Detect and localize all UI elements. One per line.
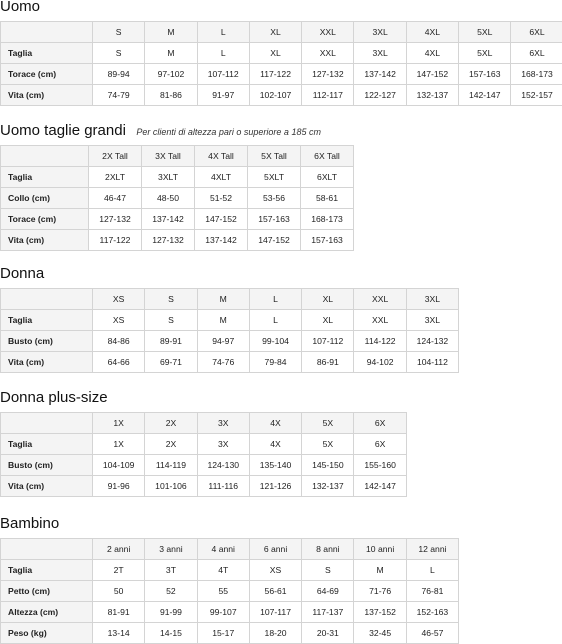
column-header: 5XL — [459, 22, 511, 43]
table-cell: M — [145, 43, 197, 64]
row-label: Vita (cm) — [1, 230, 89, 251]
column-header: 3X — [197, 413, 249, 434]
table-cell: 89-91 — [145, 331, 197, 352]
table-cell: S — [93, 43, 145, 64]
header-row — [1, 539, 459, 560]
table-cell: 4XLT — [195, 167, 248, 188]
table-cell: 112-117 — [302, 85, 354, 106]
table-cell: 91-99 — [145, 602, 197, 623]
table-cell: 4X — [249, 434, 301, 455]
row-label: Altezza (cm) — [1, 602, 93, 623]
table-cell: 107-112 — [302, 331, 354, 352]
table-cell: 97-102 — [145, 64, 197, 85]
row-label: Collo (cm) — [1, 188, 89, 209]
row-label: Vita (cm) — [1, 85, 93, 106]
header-corner-cell — [1, 289, 93, 310]
table-cell: 76-81 — [406, 581, 458, 602]
size-table — [0, 288, 459, 373]
table-cell: 91-97 — [197, 85, 249, 106]
table-cell: 104-112 — [406, 352, 458, 373]
size-table — [0, 412, 407, 497]
column-header: 12 anni — [406, 539, 458, 560]
table-row — [1, 64, 562, 85]
table-cell: 86-91 — [302, 352, 354, 373]
table-row — [1, 581, 459, 602]
table-cell: 53-56 — [248, 188, 301, 209]
table-cell: L — [406, 560, 458, 581]
column-header: 6XL — [511, 22, 562, 43]
table-cell: 168-173 — [511, 64, 562, 85]
section-title: Uomo taglie grandi — [0, 120, 126, 142]
table-cell: 114-119 — [145, 455, 197, 476]
column-header: 8 anni — [302, 539, 354, 560]
table-cell: 124-132 — [406, 331, 458, 352]
table-cell: 18-20 — [249, 623, 301, 644]
table-cell: 4T — [197, 560, 249, 581]
column-header: XXL — [302, 22, 354, 43]
table-cell: 69-71 — [145, 352, 197, 373]
header-corner-cell — [1, 413, 93, 434]
table-cell: 132-137 — [406, 85, 458, 106]
table-cell: 1X — [93, 434, 145, 455]
table-cell: 2X — [145, 434, 197, 455]
table-cell: 121-126 — [249, 476, 301, 497]
column-header: 6 anni — [249, 539, 301, 560]
table-cell: 168-173 — [301, 209, 354, 230]
section-donna-plus-size — [0, 387, 407, 497]
table-cell: 127-132 — [142, 230, 195, 251]
table-row — [1, 476, 407, 497]
table-row — [1, 560, 459, 581]
table-row — [1, 167, 354, 188]
header-row — [1, 289, 459, 310]
table-cell: 50 — [93, 581, 145, 602]
table-cell: XXL — [354, 310, 406, 331]
size-table — [0, 538, 459, 644]
column-header: XL — [302, 289, 354, 310]
column-header: L — [197, 22, 249, 43]
header-corner-cell — [1, 22, 93, 43]
column-header: 5X Tall — [248, 146, 301, 167]
table-cell: 132-137 — [302, 476, 354, 497]
size-table — [0, 145, 354, 251]
column-header: 3XL — [354, 22, 406, 43]
section-donna — [0, 263, 459, 373]
table-cell: 137-142 — [354, 64, 406, 85]
table-cell: 157-163 — [301, 230, 354, 251]
table-cell: M — [354, 560, 406, 581]
column-header: 5X — [302, 413, 354, 434]
table-cell: 32-45 — [354, 623, 406, 644]
table-cell: 152-163 — [406, 602, 458, 623]
row-label: Torace (cm) — [1, 209, 89, 230]
table-cell: 52 — [145, 581, 197, 602]
table-cell: 5XLT — [248, 167, 301, 188]
column-header: 2 anni — [93, 539, 145, 560]
table-cell: XXL — [302, 43, 354, 64]
column-header: 4X — [249, 413, 301, 434]
table-cell: 51-52 — [195, 188, 248, 209]
table-row — [1, 455, 407, 476]
table-cell: 3T — [145, 560, 197, 581]
table-cell: 145-150 — [302, 455, 354, 476]
column-header: S — [145, 289, 197, 310]
row-label: Taglia — [1, 560, 93, 581]
row-label: Peso (kg) — [1, 623, 93, 644]
table-cell: 94-102 — [354, 352, 406, 373]
table-row — [1, 602, 459, 623]
table-cell: 46-57 — [406, 623, 458, 644]
column-header: XL — [249, 22, 301, 43]
row-label: Busto (cm) — [1, 331, 93, 352]
table-cell: S — [145, 310, 197, 331]
table-cell: 2T — [93, 560, 145, 581]
column-header: 6X Tall — [301, 146, 354, 167]
table-cell: 64-66 — [93, 352, 145, 373]
table-cell: 142-147 — [459, 85, 511, 106]
row-label: Busto (cm) — [1, 455, 93, 476]
table-cell: 147-152 — [195, 209, 248, 230]
table-cell: XS — [249, 560, 301, 581]
table-row — [1, 310, 459, 331]
section-note: Per clienti di altezza pari o superiore a 185 cm — [136, 121, 321, 143]
table-cell: 79-84 — [249, 352, 301, 373]
table-cell: 99-104 — [249, 331, 301, 352]
table-cell: L — [249, 310, 301, 331]
column-header: 1X — [93, 413, 145, 434]
table-cell: 152-157 — [511, 85, 562, 106]
table-cell: 94-97 — [197, 331, 249, 352]
column-header: 4XL — [406, 22, 458, 43]
column-header: 2X — [145, 413, 197, 434]
table-cell: 142-147 — [354, 476, 406, 497]
table-cell: 127-132 — [302, 64, 354, 85]
table-cell: 104-109 — [93, 455, 145, 476]
table-cell: 5X — [302, 434, 354, 455]
column-header: XXL — [354, 289, 406, 310]
table-row — [1, 209, 354, 230]
table-cell: 89-94 — [93, 64, 145, 85]
table-cell: 15-17 — [197, 623, 249, 644]
header-row — [1, 22, 562, 43]
column-header: 6X — [354, 413, 406, 434]
column-header: M — [145, 22, 197, 43]
table-cell: 55 — [197, 581, 249, 602]
section-title: Donna plus-size — [0, 387, 108, 409]
table-cell: L — [197, 43, 249, 64]
column-header: 3 anni — [145, 539, 197, 560]
table-cell: 117-122 — [89, 230, 142, 251]
table-cell: 3XL — [406, 310, 458, 331]
table-cell: 4XL — [406, 43, 458, 64]
table-cell: 107-117 — [249, 602, 301, 623]
table-cell: 137-142 — [142, 209, 195, 230]
table-cell: 111-116 — [197, 476, 249, 497]
table-cell: 91-96 — [93, 476, 145, 497]
table-cell: 56-61 — [249, 581, 301, 602]
table-cell: 84-86 — [93, 331, 145, 352]
header-row — [1, 413, 407, 434]
column-header: 10 anni — [354, 539, 406, 560]
table-cell: 71-76 — [354, 581, 406, 602]
table-cell: 117-137 — [302, 602, 354, 623]
table-cell: 147-152 — [406, 64, 458, 85]
section-uomo-taglie-grandi — [0, 120, 354, 251]
section-title: Bambino — [0, 513, 59, 535]
table-row — [1, 352, 459, 373]
table-cell: 101-106 — [145, 476, 197, 497]
header-corner-cell — [1, 539, 93, 560]
table-cell: 46-47 — [89, 188, 142, 209]
table-cell: 135-140 — [249, 455, 301, 476]
table-cell: XS — [93, 310, 145, 331]
column-header: S — [93, 22, 145, 43]
table-row — [1, 43, 562, 64]
table-cell: 3XLT — [142, 167, 195, 188]
row-label: Vita (cm) — [1, 352, 93, 373]
column-header: 4X Tall — [195, 146, 248, 167]
size-table — [0, 21, 562, 106]
table-cell: 13-14 — [93, 623, 145, 644]
column-header: 2X Tall — [89, 146, 142, 167]
table-cell: 5XL — [459, 43, 511, 64]
header-row — [1, 146, 354, 167]
section-bambino — [0, 513, 459, 644]
table-cell: 124-130 — [197, 455, 249, 476]
column-header: 4 anni — [197, 539, 249, 560]
table-cell: XL — [249, 43, 301, 64]
column-header: M — [197, 289, 249, 310]
table-cell: 147-152 — [248, 230, 301, 251]
table-cell: XL — [302, 310, 354, 331]
row-label: Taglia — [1, 434, 93, 455]
table-row — [1, 331, 459, 352]
table-cell: 157-163 — [248, 209, 301, 230]
table-cell: 74-76 — [197, 352, 249, 373]
row-label: Vita (cm) — [1, 476, 93, 497]
table-cell: S — [302, 560, 354, 581]
table-cell: 3X — [197, 434, 249, 455]
column-header: 3X Tall — [142, 146, 195, 167]
table-row — [1, 230, 354, 251]
column-header: L — [249, 289, 301, 310]
table-cell: 48-50 — [142, 188, 195, 209]
section-title: Donna — [0, 263, 44, 285]
table-cell: 6X — [354, 434, 406, 455]
table-cell: 81-86 — [145, 85, 197, 106]
row-label: Torace (cm) — [1, 64, 93, 85]
table-cell: 99-107 — [197, 602, 249, 623]
table-cell: 155-160 — [354, 455, 406, 476]
table-cell: 137-152 — [354, 602, 406, 623]
table-row — [1, 434, 407, 455]
table-cell: 117-122 — [249, 64, 301, 85]
table-cell: 20-31 — [302, 623, 354, 644]
table-cell: 6XL — [511, 43, 562, 64]
table-cell: 3XL — [354, 43, 406, 64]
table-cell: 107-112 — [197, 64, 249, 85]
table-cell: 157-163 — [459, 64, 511, 85]
table-cell: 74-79 — [93, 85, 145, 106]
table-row — [1, 85, 562, 106]
table-cell: 102-107 — [249, 85, 301, 106]
column-header: 3XL — [406, 289, 458, 310]
column-header: XS — [93, 289, 145, 310]
table-cell: 127-132 — [89, 209, 142, 230]
table-cell: 137-142 — [195, 230, 248, 251]
table-row — [1, 623, 459, 644]
table-cell: M — [197, 310, 249, 331]
table-cell: 58-61 — [301, 188, 354, 209]
table-cell: 2XLT — [89, 167, 142, 188]
header-corner-cell — [1, 146, 89, 167]
section-title: Uomo — [0, 0, 40, 18]
table-cell: 64-69 — [302, 581, 354, 602]
table-cell: 6XLT — [301, 167, 354, 188]
row-label: Taglia — [1, 167, 89, 188]
row-label: Taglia — [1, 43, 93, 64]
table-cell: 122-127 — [354, 85, 406, 106]
table-cell: 81-91 — [93, 602, 145, 623]
section-uomo — [0, 0, 562, 106]
table-cell: 114-122 — [354, 331, 406, 352]
row-label: Petto (cm) — [1, 581, 93, 602]
table-row — [1, 188, 354, 209]
row-label: Taglia — [1, 310, 93, 331]
table-cell: 14-15 — [145, 623, 197, 644]
